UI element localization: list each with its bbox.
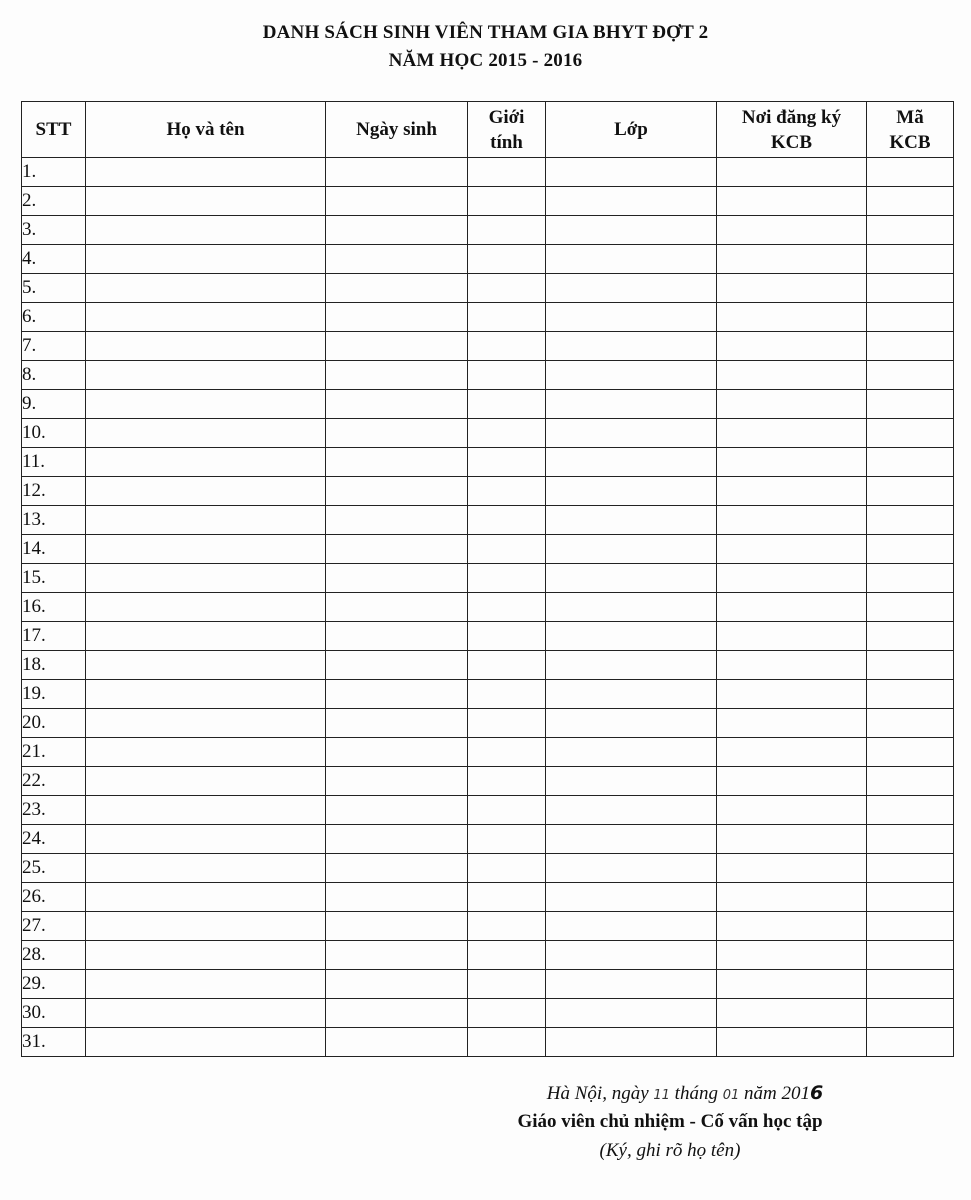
cell-stt: 3. [22, 216, 86, 245]
table-row [22, 738, 954, 767]
cell-stt: 22. [22, 767, 86, 796]
cell-full-name[interactable] [86, 738, 326, 767]
header-kcb-code: Mã KCB [867, 102, 954, 158]
cell-kcb-code[interactable] [867, 245, 954, 274]
cell-class[interactable] [546, 709, 717, 738]
table-row [22, 390, 954, 419]
signer-title: Giáo viên chủ nhiệm - Cố vấn học tập [517, 1111, 823, 1132]
table-row [22, 970, 954, 999]
cell-date-of-birth[interactable] [326, 709, 468, 738]
handwritten-day: 11 [653, 1088, 670, 1103]
table-row [22, 767, 954, 796]
cell-date-of-birth[interactable] [326, 564, 468, 593]
cell-class[interactable] [546, 854, 717, 883]
cell-gender[interactable] [468, 564, 546, 593]
cell-kcb-code[interactable] [867, 825, 954, 854]
table-row [22, 564, 954, 593]
table-row [22, 187, 954, 216]
cell-stt: 27. [22, 912, 86, 941]
cell-gender[interactable] [468, 1028, 546, 1057]
cell-class[interactable] [546, 941, 717, 970]
cell-full-name[interactable] [86, 999, 326, 1028]
cell-class[interactable] [546, 912, 717, 941]
cell-stt: 25. [22, 854, 86, 883]
cell-gender[interactable] [468, 187, 546, 216]
cell-class[interactable] [546, 506, 717, 535]
cell-kcb-code[interactable] [867, 158, 954, 187]
cell-full-name[interactable] [86, 970, 326, 999]
header-full-name: Họ và tên [86, 102, 326, 158]
cell-date-of-birth[interactable] [326, 419, 468, 448]
cell-class[interactable] [546, 245, 717, 274]
signature-instruction: (Ký, ghi rõ họ tên) [599, 1140, 741, 1161]
cell-stt: 19. [22, 680, 86, 709]
cell-class[interactable] [546, 622, 717, 651]
cell-full-name[interactable] [86, 158, 326, 187]
cell-class[interactable] [546, 738, 717, 767]
cell-registration-place[interactable] [717, 477, 867, 506]
cell-kcb-code[interactable] [867, 941, 954, 970]
cell-full-name[interactable] [86, 854, 326, 883]
cell-date-of-birth[interactable] [326, 999, 468, 1028]
cell-stt: 1. [22, 158, 86, 187]
cell-date-of-birth[interactable] [326, 448, 468, 477]
cell-class[interactable] [546, 564, 717, 593]
cell-kcb-code[interactable] [867, 506, 954, 535]
cell-class[interactable] [546, 796, 717, 825]
cell-class[interactable] [546, 767, 717, 796]
cell-class[interactable] [546, 825, 717, 854]
cell-registration-place[interactable] [717, 564, 867, 593]
header-date-of-birth: Ngày sinh [326, 102, 468, 158]
cell-registration-place[interactable] [717, 767, 867, 796]
cell-kcb-code[interactable] [867, 854, 954, 883]
table-row [22, 332, 954, 361]
cell-registration-place[interactable] [717, 506, 867, 535]
cell-date-of-birth[interactable] [326, 1028, 468, 1057]
cell-kcb-code[interactable] [867, 303, 954, 332]
cell-gender[interactable] [468, 303, 546, 332]
cell-gender[interactable] [468, 680, 546, 709]
cell-registration-place[interactable] [717, 651, 867, 680]
cell-stt: 12. [22, 477, 86, 506]
cell-date-of-birth[interactable] [326, 535, 468, 564]
table-row [22, 506, 954, 535]
cell-date-of-birth[interactable] [326, 187, 468, 216]
cell-class[interactable] [546, 970, 717, 999]
cell-registration-place[interactable] [717, 883, 867, 912]
cell-registration-place[interactable] [717, 419, 867, 448]
cell-full-name[interactable] [86, 622, 326, 651]
document-title: DANH SÁCH SINH VIÊN THAM GIA BHYT ĐỢT 2 [262, 22, 709, 43]
cell-stt: 13. [22, 506, 86, 535]
header-stt: STT [22, 102, 86, 158]
cell-registration-place[interactable] [717, 941, 867, 970]
table-row [22, 303, 954, 332]
cell-registration-place[interactable] [717, 854, 867, 883]
cell-stt: 9. [22, 390, 86, 419]
cell-gender[interactable] [468, 912, 546, 941]
table-row [22, 419, 954, 448]
cell-stt: 16. [22, 593, 86, 622]
cell-kcb-code[interactable] [867, 912, 954, 941]
cell-class[interactable] [546, 593, 717, 622]
cell-class[interactable] [546, 651, 717, 680]
cell-date-of-birth[interactable] [326, 158, 468, 187]
cell-kcb-code[interactable] [867, 564, 954, 593]
cell-date-of-birth[interactable] [326, 477, 468, 506]
cell-kcb-code[interactable] [867, 680, 954, 709]
cell-kcb-code[interactable] [867, 883, 954, 912]
cell-registration-place[interactable] [717, 680, 867, 709]
cell-registration-place[interactable] [717, 216, 867, 245]
table-row [22, 651, 954, 680]
cell-date-of-birth[interactable] [326, 738, 468, 767]
cell-stt: 6. [22, 303, 86, 332]
cell-registration-place[interactable] [717, 303, 867, 332]
cell-registration-place[interactable] [717, 970, 867, 999]
cell-registration-place[interactable] [717, 999, 867, 1028]
cell-full-name[interactable] [86, 825, 326, 854]
cell-registration-place[interactable] [717, 361, 867, 390]
cell-full-name[interactable] [86, 477, 326, 506]
cell-class[interactable] [546, 390, 717, 419]
cell-date-of-birth[interactable] [326, 854, 468, 883]
table-row [22, 477, 954, 506]
cell-registration-place[interactable] [717, 912, 867, 941]
cell-stt: 28. [22, 941, 86, 970]
table-row [22, 796, 954, 825]
table-body [22, 158, 954, 1057]
cell-date-of-birth[interactable] [326, 274, 468, 303]
cell-gender[interactable] [468, 419, 546, 448]
header-class: Lớp [546, 102, 717, 158]
cell-kcb-code[interactable] [867, 709, 954, 738]
cell-date-of-birth[interactable] [326, 303, 468, 332]
cell-class[interactable] [546, 274, 717, 303]
cell-kcb-code[interactable] [867, 999, 954, 1028]
cell-gender[interactable] [468, 999, 546, 1028]
table-row [22, 709, 954, 738]
cell-kcb-code[interactable] [867, 187, 954, 216]
table-header-row [22, 102, 954, 158]
cell-full-name[interactable] [86, 419, 326, 448]
cell-date-of-birth[interactable] [326, 622, 468, 651]
cell-full-name[interactable] [86, 216, 326, 245]
cell-kcb-code[interactable] [867, 796, 954, 825]
cell-registration-place[interactable] [717, 796, 867, 825]
table-row [22, 361, 954, 390]
cell-registration-place[interactable] [717, 448, 867, 477]
cell-registration-place[interactable] [717, 622, 867, 651]
cell-kcb-code[interactable] [867, 767, 954, 796]
cell-kcb-code[interactable] [867, 535, 954, 564]
cell-class[interactable] [546, 332, 717, 361]
cell-class[interactable] [546, 158, 717, 187]
cell-registration-place[interactable] [717, 535, 867, 564]
cell-gender[interactable] [468, 593, 546, 622]
cell-date-of-birth[interactable] [326, 332, 468, 361]
cell-full-name[interactable] [86, 361, 326, 390]
cell-gender[interactable] [468, 274, 546, 303]
document-subtitle-school-year: NĂM HỌC 2015 - 2016 [388, 50, 583, 71]
cell-gender[interactable] [468, 361, 546, 390]
cell-full-name[interactable] [86, 1028, 326, 1057]
cell-gender[interactable] [468, 622, 546, 651]
cell-class[interactable] [546, 448, 717, 477]
cell-gender[interactable] [468, 854, 546, 883]
cell-date-of-birth[interactable] [326, 941, 468, 970]
header-registration-place: Nơi đăng ký KCB [717, 102, 867, 158]
cell-date-of-birth[interactable] [326, 796, 468, 825]
cell-date-of-birth[interactable] [326, 680, 468, 709]
cell-gender[interactable] [468, 651, 546, 680]
table-row [22, 912, 954, 941]
cell-registration-place[interactable] [717, 738, 867, 767]
cell-class[interactable] [546, 535, 717, 564]
handwritten-month: 01 [722, 1088, 740, 1103]
cell-date-of-birth[interactable] [326, 825, 468, 854]
cell-stt: 4. [22, 245, 86, 274]
cell-full-name[interactable] [86, 535, 326, 564]
cell-gender[interactable] [468, 158, 546, 187]
cell-gender[interactable] [468, 796, 546, 825]
cell-kcb-code[interactable] [867, 651, 954, 680]
cell-date-of-birth[interactable] [326, 651, 468, 680]
cell-kcb-code[interactable] [867, 274, 954, 303]
cell-stt: 23. [22, 796, 86, 825]
cell-kcb-code[interactable] [867, 738, 954, 767]
cell-date-of-birth[interactable] [326, 361, 468, 390]
cell-kcb-code[interactable] [867, 622, 954, 651]
cell-registration-place[interactable] [717, 158, 867, 187]
cell-full-name[interactable] [86, 593, 326, 622]
cell-date-of-birth[interactable] [326, 970, 468, 999]
cell-gender[interactable] [468, 767, 546, 796]
table-row [22, 216, 954, 245]
cell-kcb-code[interactable] [867, 1028, 954, 1057]
cell-registration-place[interactable] [717, 1028, 867, 1057]
cell-gender[interactable] [468, 332, 546, 361]
cell-stt: 24. [22, 825, 86, 854]
cell-full-name[interactable] [86, 332, 326, 361]
cell-kcb-code[interactable] [867, 477, 954, 506]
cell-stt: 10. [22, 419, 86, 448]
cell-registration-place[interactable] [717, 187, 867, 216]
cell-stt: 20. [22, 709, 86, 738]
table-row [22, 274, 954, 303]
cell-stt: 21. [22, 738, 86, 767]
cell-gender[interactable] [468, 970, 546, 999]
cell-full-name[interactable] [86, 448, 326, 477]
cell-kcb-code[interactable] [867, 361, 954, 390]
cell-class[interactable] [546, 680, 717, 709]
table-row [22, 158, 954, 187]
table-row [22, 448, 954, 477]
cell-full-name[interactable] [86, 796, 326, 825]
cell-gender[interactable] [468, 535, 546, 564]
cell-registration-place[interactable] [717, 825, 867, 854]
cell-date-of-birth[interactable] [326, 912, 468, 941]
cell-date-of-birth[interactable] [326, 593, 468, 622]
cell-full-name[interactable] [86, 506, 326, 535]
cell-registration-place[interactable] [717, 274, 867, 303]
cell-date-of-birth[interactable] [326, 390, 468, 419]
cell-stt: 29. [22, 970, 86, 999]
cell-date-of-birth[interactable] [326, 216, 468, 245]
cell-registration-place[interactable] [717, 390, 867, 419]
handwritten-year-digit: 6 [809, 1082, 824, 1104]
cell-full-name[interactable] [86, 564, 326, 593]
cell-class[interactable] [546, 361, 717, 390]
cell-full-name[interactable] [86, 767, 326, 796]
cell-class[interactable] [546, 187, 717, 216]
cell-full-name[interactable] [86, 187, 326, 216]
cell-kcb-code[interactable] [867, 216, 954, 245]
cell-gender[interactable] [468, 941, 546, 970]
cell-gender[interactable] [468, 448, 546, 477]
cell-gender[interactable] [468, 506, 546, 535]
cell-class[interactable] [546, 883, 717, 912]
cell-kcb-code[interactable] [867, 390, 954, 419]
cell-stt: 30. [22, 999, 86, 1028]
cell-stt: 5. [22, 274, 86, 303]
cell-stt: 11. [22, 448, 86, 477]
table-row [22, 680, 954, 709]
cell-class[interactable] [546, 419, 717, 448]
cell-class[interactable] [546, 303, 717, 332]
cell-gender[interactable] [468, 883, 546, 912]
table-row [22, 883, 954, 912]
cell-stt: 18. [22, 651, 86, 680]
table-row [22, 593, 954, 622]
cell-stt: 2. [22, 187, 86, 216]
cell-stt: 8. [22, 361, 86, 390]
cell-stt: 17. [22, 622, 86, 651]
cell-full-name[interactable] [86, 883, 326, 912]
table-row [22, 825, 954, 854]
cell-registration-place[interactable] [717, 593, 867, 622]
cell-date-of-birth[interactable] [326, 767, 468, 796]
cell-date-of-birth[interactable] [326, 883, 468, 912]
cell-kcb-code[interactable] [867, 419, 954, 448]
cell-stt: 26. [22, 883, 86, 912]
cell-kcb-code[interactable] [867, 448, 954, 477]
cell-class[interactable] [546, 1028, 717, 1057]
table-row [22, 999, 954, 1028]
table-row [22, 1028, 954, 1057]
cell-registration-place[interactable] [717, 245, 867, 274]
cell-stt: 31. [22, 1028, 86, 1057]
table-row [22, 941, 954, 970]
cell-gender[interactable] [468, 245, 546, 274]
cell-full-name[interactable] [86, 390, 326, 419]
cell-full-name[interactable] [86, 709, 326, 738]
cell-full-name[interactable] [86, 303, 326, 332]
cell-class[interactable] [546, 216, 717, 245]
cell-full-name[interactable] [86, 274, 326, 303]
table-row [22, 622, 954, 651]
cell-full-name[interactable] [86, 912, 326, 941]
cell-gender[interactable] [468, 216, 546, 245]
cell-full-name[interactable] [86, 245, 326, 274]
cell-class[interactable] [546, 477, 717, 506]
table-row [22, 854, 954, 883]
cell-kcb-code[interactable] [867, 332, 954, 361]
cell-registration-place[interactable] [717, 332, 867, 361]
cell-date-of-birth[interactable] [326, 506, 468, 535]
table-row [22, 535, 954, 564]
cell-gender[interactable] [468, 477, 546, 506]
cell-registration-place[interactable] [717, 709, 867, 738]
cell-gender[interactable] [468, 738, 546, 767]
cell-date-of-birth[interactable] [326, 245, 468, 274]
cell-gender[interactable] [468, 825, 546, 854]
table-row [22, 245, 954, 274]
cell-class[interactable] [546, 999, 717, 1028]
cell-stt: 14. [22, 535, 86, 564]
cell-kcb-code[interactable] [867, 970, 954, 999]
cell-gender[interactable] [468, 390, 546, 419]
cell-full-name[interactable] [86, 941, 326, 970]
cell-full-name[interactable] [86, 680, 326, 709]
cell-gender[interactable] [468, 709, 546, 738]
student-insurance-table [21, 101, 954, 1057]
cell-kcb-code[interactable] [867, 593, 954, 622]
place-and-date: Hà Nội, ngày 11 tháng 01 năm 2016 [546, 1082, 824, 1104]
header-gender: Giới tính [468, 102, 546, 158]
cell-stt: 15. [22, 564, 86, 593]
cell-stt: 7. [22, 332, 86, 361]
cell-full-name[interactable] [86, 651, 326, 680]
